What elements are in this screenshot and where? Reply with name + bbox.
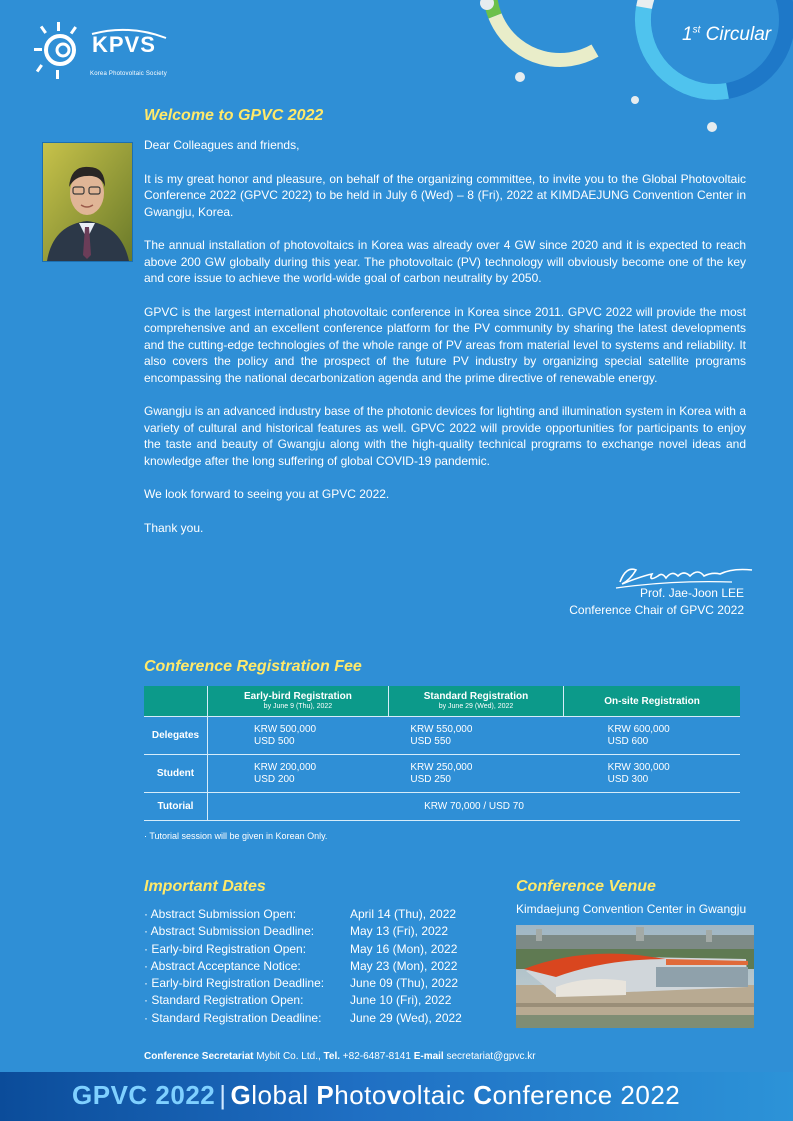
letter-greeting: Dear Colleagues and friends, xyxy=(144,138,300,152)
fee-row-label: Student xyxy=(144,755,208,793)
welcome-letter xyxy=(144,137,746,553)
list-item: · Early-bird Registration Deadline: June 09 (Thu), 2022 xyxy=(144,976,459,991)
fee-cell: KRW 600,000 USD 600 xyxy=(564,717,740,755)
signer-block xyxy=(520,585,744,619)
list-item: · Standard Registration Deadline: June 29 (Wed), 2022 xyxy=(144,1010,462,1025)
signer-title: Conference Chair of GPVC 2022 xyxy=(569,603,744,617)
letter-paragraph: The annual installation of photovoltaics in Korea was already over 4 GW since 2020 and it is expected to reach above 200 GW globally during this year. The photovoltaic (PV) technology will obviously become one of the key and core issue to achieve the world-wide goal of carbon neutrality by 2050. xyxy=(144,238,746,285)
tutorial-fee: KRW 70,000 / USD 70 xyxy=(208,793,741,821)
list-item: · Abstract Acceptance Notice: May 23 (Mon), 2022 xyxy=(144,958,458,973)
table-row xyxy=(144,717,740,755)
table-row xyxy=(144,793,740,821)
dates-heading: Important Dates xyxy=(144,878,266,895)
letter-paragraph: It is my great honor and pleasure, on behalf of the organizing committee, to invite you to the Global Photovoltaic Conference 2022 (GPVC 2022) to be held in July 6 (Wed) – 8 (Fri), 2022 at KIMDAEJUNG Convention Center in Gwangju, Korea. xyxy=(144,171,746,219)
fee-cell: KRW 250,000 USD 250 xyxy=(388,755,563,793)
important-dates-list xyxy=(144,906,462,1027)
circular-label: 1st Circular xyxy=(682,24,772,45)
fee-cell: KRW 200,000 USD 200 xyxy=(208,755,389,793)
fee-cell: KRW 550,000 USD 550 xyxy=(388,717,563,755)
chair-portrait-photo xyxy=(42,142,133,262)
table-row xyxy=(144,755,740,793)
venue-photo xyxy=(516,925,754,1028)
fee-heading: Conference Registration Fee xyxy=(144,658,362,675)
logo-subtitle: Korea Photovoltaic Society xyxy=(90,71,167,77)
letter-paragraph: GPVC is the largest international photovoltaic conference in Korea since 2011. GPVC 2022 will provide the most comprehensive and an excellent conference platform for the PV community by sharing the latest developments and the cutting-edge technologies of the whole range of PV areas from material level to systems and reliability. It also covers the policy and the prospect of the future PV industry by organizing special satellite programs encompassing the national decarbonization agenda and the prime directive of renewable energy. xyxy=(144,304,746,385)
fee-row-label: Delegates xyxy=(144,717,208,755)
letter-paragraph: Thank you. xyxy=(144,520,204,535)
letter-paragraph: We look forward to seeing you at GPVC 2022. xyxy=(144,487,390,501)
fee-cell: KRW 500,000 USD 500 xyxy=(208,717,389,755)
list-item: · Early-bird Registration Open: May 16 (Mon), 2022 xyxy=(144,941,458,956)
fee-row-label: Tutorial xyxy=(144,793,208,821)
fee-column-header: On-site Registration xyxy=(564,686,740,717)
secretariat-contact: Conference Secretariat Mybit Co. Ltd., Tel. +82-6487-8141 E-mail secretariat@gpvc.kr xyxy=(144,1051,536,1062)
list-item: · Abstract Submission Deadline: May 13 (Fri), 2022 xyxy=(144,924,449,939)
fee-column-header: Early-bird Registration by June 9 (Thu), 2022 xyxy=(208,686,389,717)
signer-name: Prof. Jae-Joon LEE xyxy=(639,586,744,600)
fee-cell: KRW 300,000 USD 300 xyxy=(564,755,740,793)
fee-note: · Tutorial session will be given in Korean Only. xyxy=(144,831,328,841)
registration-fee-table xyxy=(144,686,740,821)
fee-header-row xyxy=(144,686,740,717)
venue-name: Kimdaejung Convention Center in Gwangju xyxy=(516,902,747,916)
fee-column-header: Standard Registration by June 29 (Wed), 2022 xyxy=(388,686,563,717)
list-item: · Standard Registration Open: June 10 (Fri), 2022 xyxy=(144,993,452,1008)
fee-header-blank xyxy=(144,686,208,717)
list-item: · Abstract Submission Open: April 14 (Thu), 2022 xyxy=(144,907,457,921)
venue-heading: Conference Venue xyxy=(516,878,656,895)
welcome-heading: Welcome to GPVC 2022 xyxy=(144,107,324,124)
letter-paragraph: Gwangju is an advanced industry base of the photonic devices for lighting and illumination system in Korea with a variety of cultural and historical features as well. GPVC 2022 will provide opportunities for participants to enjoy the taste and beauty of Gwangju along with the high-quality technical programs to exchange novel ideas and knowledge after the long suffering of global COVID-19 pandemic. xyxy=(144,404,746,468)
footer-title: GPVC 2022 | Global Photovoltaic Conference 2022 xyxy=(72,1080,681,1110)
logo-text: KPVS xyxy=(92,32,156,57)
